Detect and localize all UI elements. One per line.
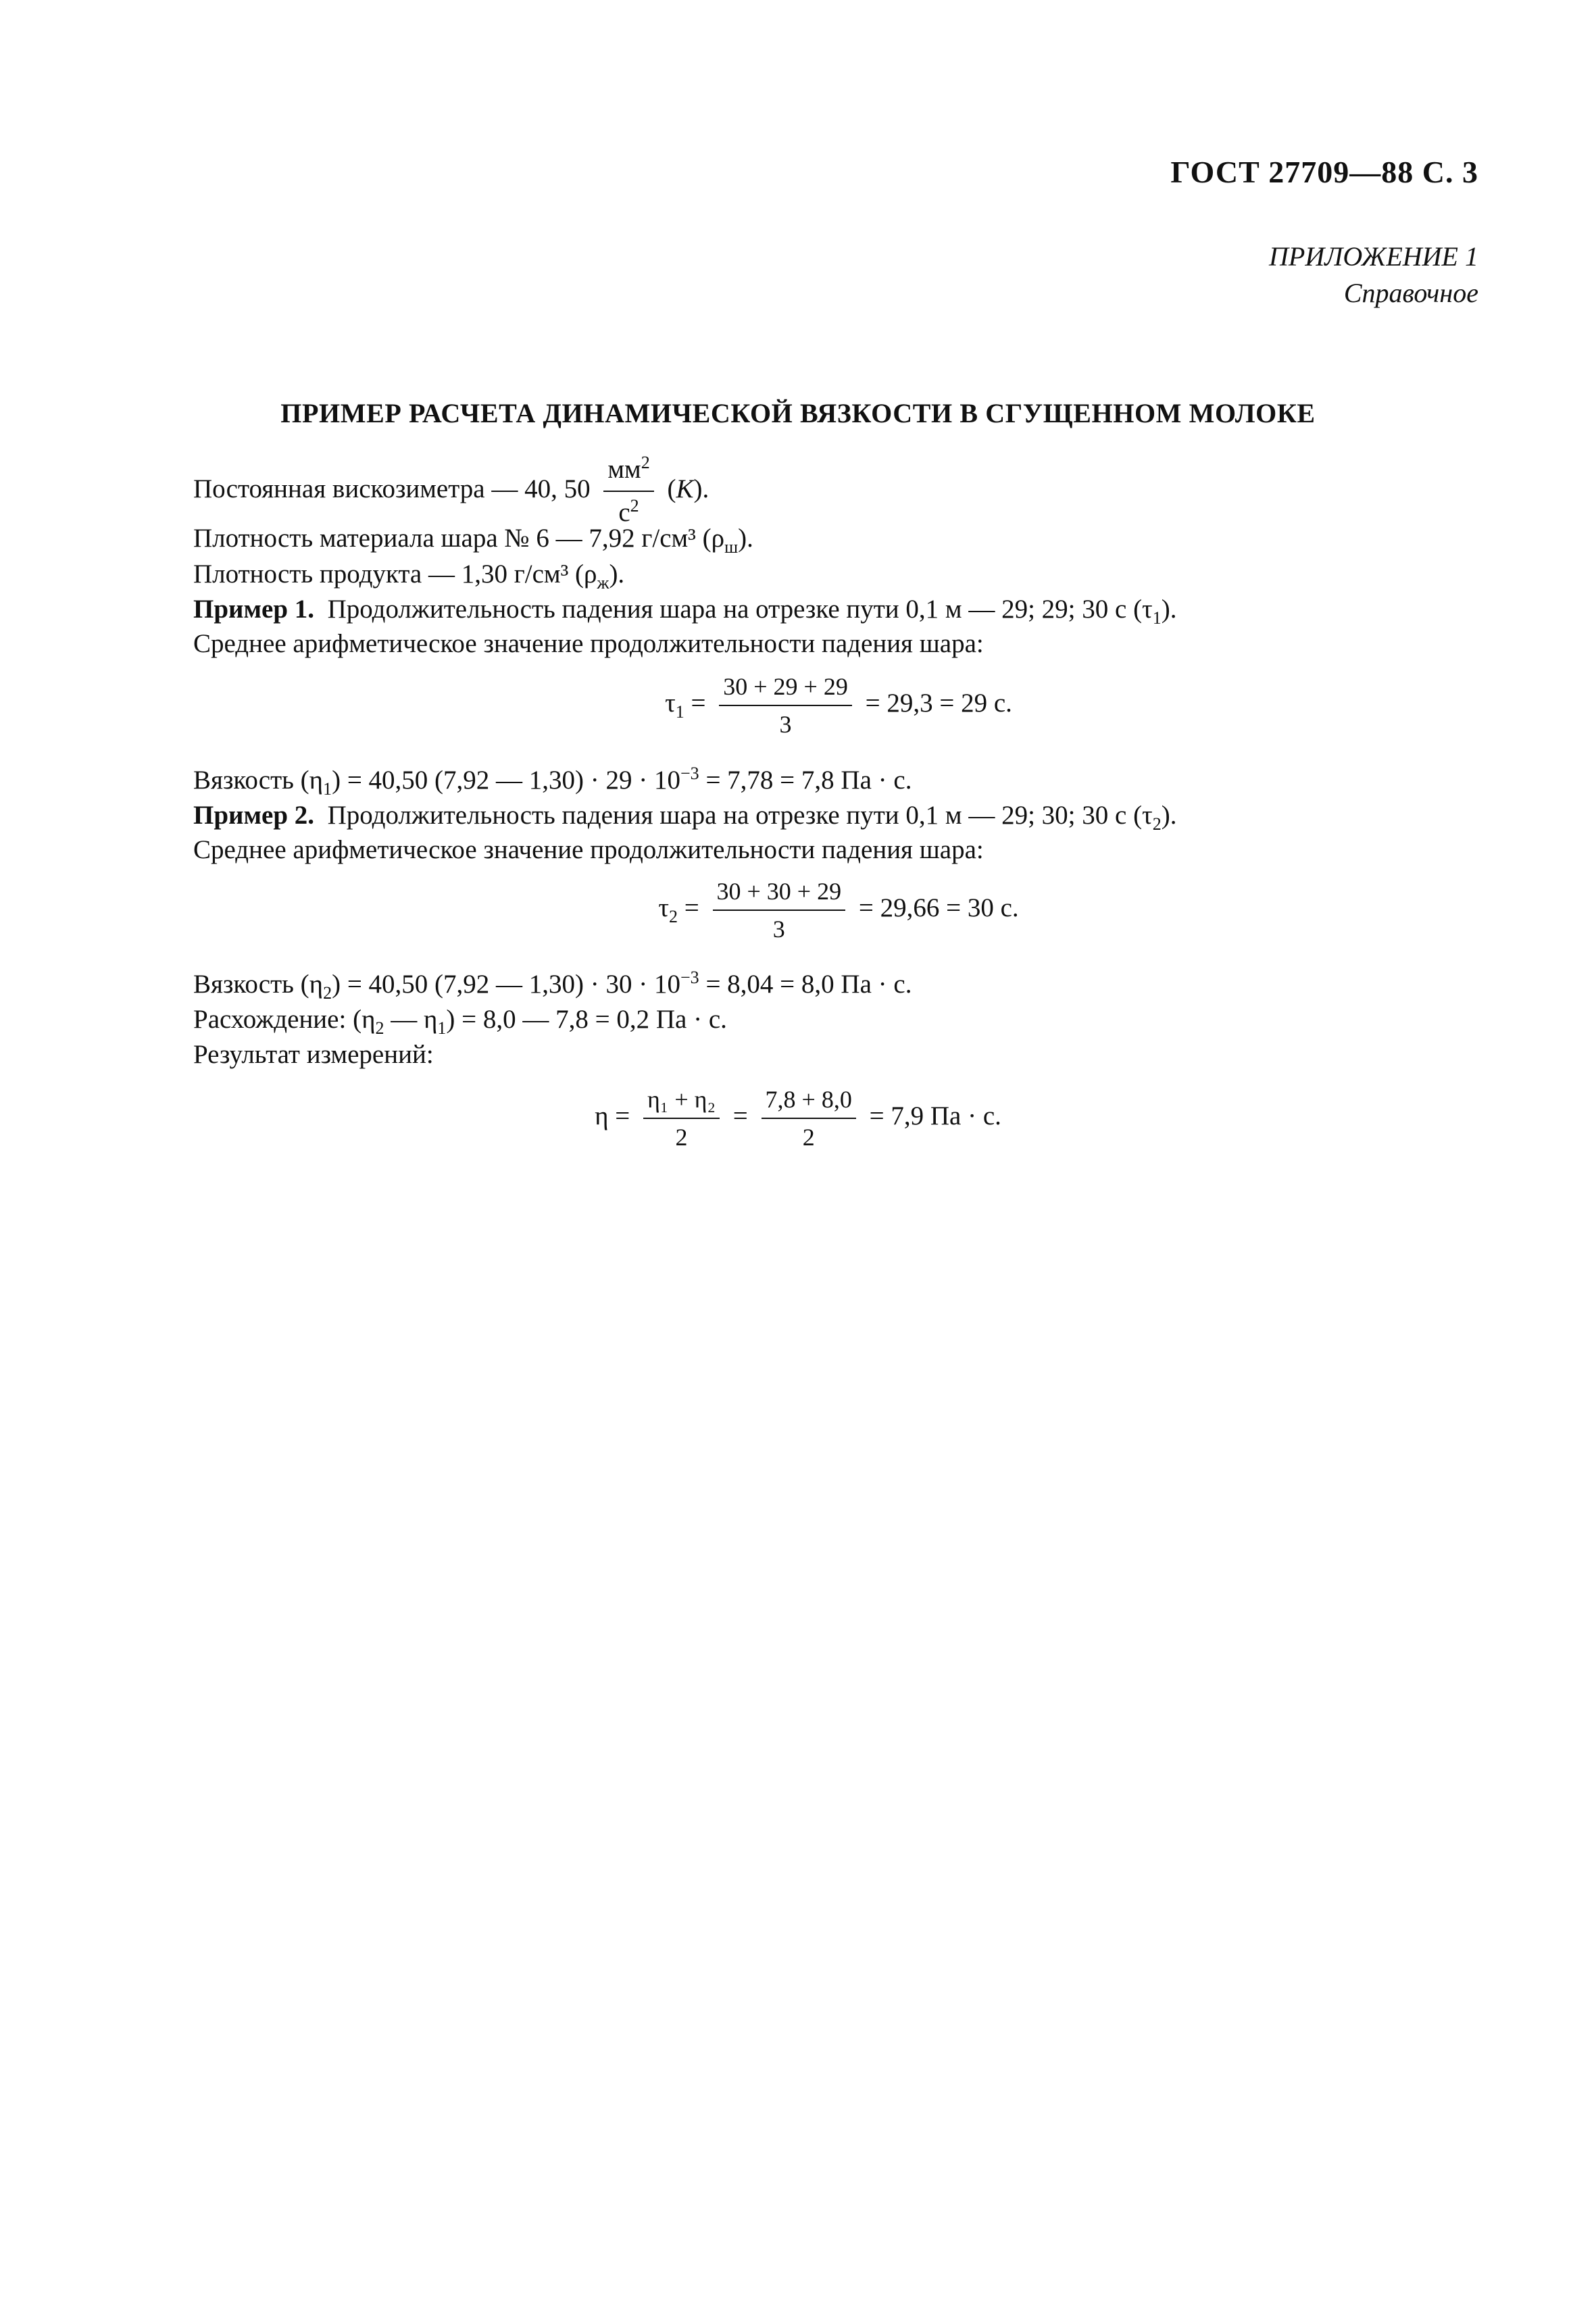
constant-unit-denominator: $с^2$	[618, 496, 639, 527]
tau1-fraction: $\frac{30 + 29 + 29}{3}$	[719, 672, 852, 739]
example-2-line: Пример 2. Продолжительность падения шара на отрезке пути 0,1 м — 29; 30; 30 с $(\tau_2)$.	[193, 801, 1177, 834]
constant-unit-numerator: $мм^2$	[603, 453, 653, 492]
appendix-label: ПРИЛОЖЕНИЕ 1	[1269, 241, 1478, 272]
formula-tau1: $\tau_1$ = $\frac{30 + 29 + 29}{3}$ = 29,3 = 29 с.	[665, 673, 1012, 738]
document-header: ГОСТ 27709—88 С. 3	[1170, 155, 1478, 189]
constant-prefix: Постоянная вискозиметра — 40, 50	[193, 474, 591, 503]
formula-tau2: $\tau_2$ = $\frac{30 + 30 + 29}{3}$ = 29,66 = 30 с.	[658, 878, 1019, 943]
result-label: Результат измерений:	[193, 1040, 434, 1069]
formula-eta: η = $\frac{\text{η₁ + η₂}}{2}$ = $\frac{7,8 + 8,0}{2}$ = 7,9 Па · с.	[595, 1086, 1001, 1151]
ball-density-line: Плотность материала шара № 6 — 7,92 г/см³ $(\rho_ш)$.	[193, 524, 753, 557]
constant-symbol: K	[676, 474, 694, 503]
eta-fraction-2: $\frac{7,8 + 8,0}{2}$	[762, 1085, 856, 1151]
constant-unit-fraction	[603, 453, 653, 530]
page-title: ПРИМЕР РАСЧЕТА ДИНАМИЧЕСКОЙ ВЯЗКОСТИ В СГУЩЕННОМ МОЛОКЕ	[280, 398, 1316, 428]
product-density-line: Плотность продукта — 1,30 г/см³ $(\rho_ж)$.	[193, 559, 625, 593]
eta-fraction-1: $\frac{\text{η₁ + η₂}}{2}$	[643, 1085, 720, 1151]
constant-line: Постоянная вискозиметра — 40, 50 $\frac{мм^2}{с^2}$ (K).	[193, 453, 709, 530]
example-1-line: Пример 1. Продолжительность падения шара на отрезке пути 0,1 м — 29; 29; 30 с $(\tau_1)$.	[193, 595, 1177, 628]
example-1-label: Пример 1.	[193, 595, 315, 624]
viscosity-1-line: Вязкость $(\eta_1) = 40,50$ (7,92 — $1,30) \cdot 29 \cdot 10^{-3} = 7,78 = 7,8$ Па · с.	[193, 764, 912, 799]
tau2-fraction: $\frac{30 + 30 + 29}{3}$	[713, 877, 846, 943]
appendix-type: Справочное	[1343, 278, 1478, 308]
mean-text-1: Среднее арифметическое значение продолжительности падения шара:	[193, 629, 984, 658]
viscosity-2-line: Вязкость $(\eta_2) = 40,50$ (7,92 — $1,30) \cdot 30 \cdot 10^{-3} = 8,04 = 8,0$ Па · с.	[193, 968, 912, 1003]
example-2-label: Пример 2.	[193, 801, 315, 830]
appendix-block	[1269, 239, 1478, 312]
difference-line: Расхождение: ($\eta_2$ — $\eta_1) = 8,0$ — 7,8 = 0,2 Па · с.	[193, 1005, 727, 1038]
mean-text-2: Среднее арифметическое значение продолжительности падения шара:	[193, 835, 984, 864]
